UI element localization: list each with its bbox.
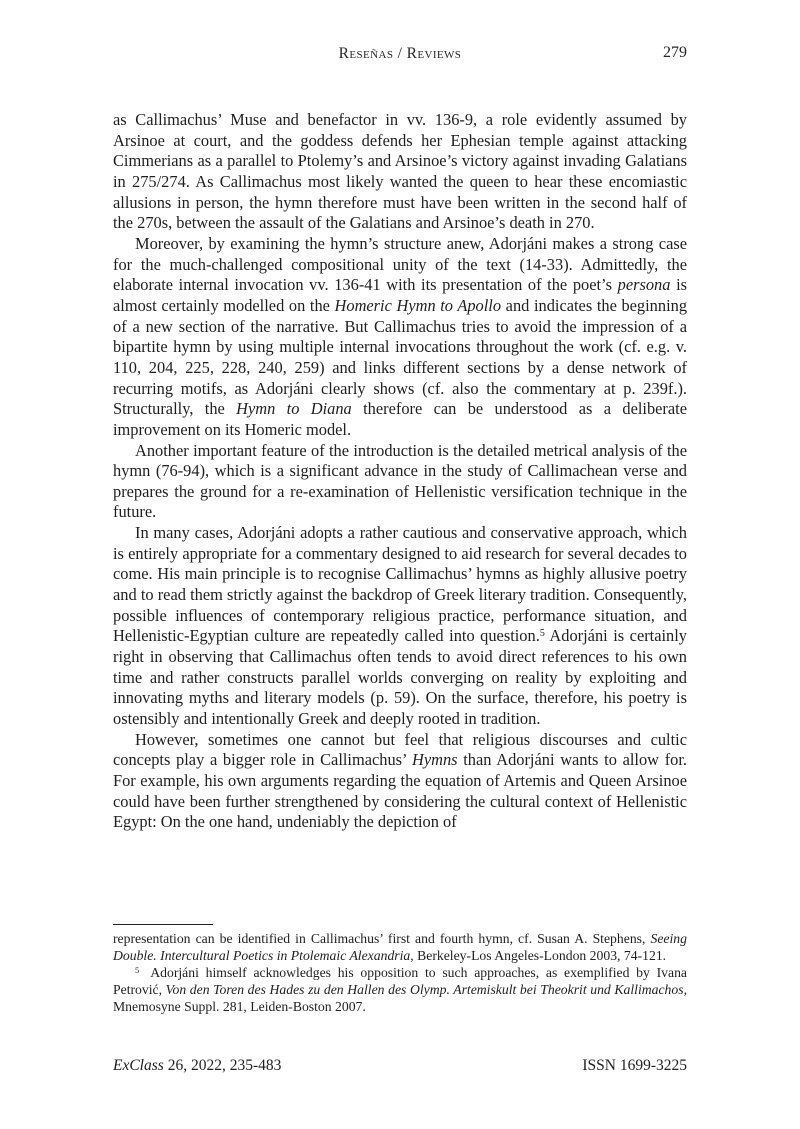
journal-issue: 26, 2022, 235-483 [163,1057,282,1074]
body-paragraph [113,441,687,524]
text-segment: representation can be identified in Callimachus’ first and fourth hymn, cf. Susan A. Stephens, [113,931,651,946]
body-paragraph [113,730,687,833]
issn-label: ISSN 1699-3225 [582,1057,687,1074]
text-segment: , Mnemosyne Suppl. 281, Leiden-Boston 2007. [113,982,687,1014]
text-segment: However, sometimes one cannot but feel that religious discourses and cultic concepts play a bigger role in Callimachus’ [113,729,687,770]
text-segment: is almost certainly modelled on the [113,275,688,315]
text-segment: Seeing Double. Intercultural Poetics in Ptolemaic Alexandria [113,931,687,963]
text-segment: therefore can be understood as a deliberate improvement on its Homeric model. [113,399,687,439]
text-segment: than Adorjáni wants to allow for. For example, his own arguments regarding the equation of Artemis and Queen Arsinoe could have been further strengthened by considering the cultural context of Hellenistic Egypt: On the one hand, undeniably the depiction of [113,750,687,832]
running-head: Reseñas / Reviews [338,45,462,62]
text-segment: Hymns [412,750,458,770]
footnote-marker: 5 [539,628,545,640]
text-segment: and indicates the beginning of a new section of the narrative. But Callimachus tries to avoid the impression of a bipartite hymn by using multiple internal invocations throughout the work (cf. e.g. v. 110, 204, 225, 228, 240, 259) and links different sections by a dense network of recurring motifs, as Adorjáni clearly shows (cf. also the commentary at p. 239f.). Structurally, the [113,295,688,419]
text-segment: as Callimachus’ Muse and benefactor in vv. 136-9, a role evidently assumed by Arsinoe at court, and the goddess defends her Ephesian temple against attacking Cimmerians as a parallel to Ptolemy’s and Arsinoe’s victory against invading Galatians in 275/274. As Callimachus most likely wanted the queen to hear these encomiastic allusions in person, the hymn therefore must have been written in the second half of the 270s, between the assault of the Galatians and Arsinoe’s death in 270. [113,110,687,233]
body-paragraph [113,523,687,730]
footnote-item [113,964,687,1015]
text-segment: , Berkeley-Los Angeles-London 2003, 74-121. [410,948,667,963]
text-segment: Adorjáni himself acknowledges his opposition to such approaches, as exemplified by Ivana Petrović, [113,965,687,997]
page-number: 279 [663,44,687,61]
text-segment: Von den Toren des Hades zu den Hallen des Olymp. Artemiskult bei Theokrit und Kallimachos [165,982,684,997]
footnote-separator [113,924,213,925]
footnote-item [113,930,687,964]
text-segment: persona [617,275,671,295]
text-segment: Another important feature of the introduction is the detailed metrical analysis of the hymn (76-94), which is a significant advance in the study of Callimachean verse and prepares the ground for a re-examination of Hellenistic versification technique in the future. [113,440,687,522]
review-body-text [113,110,687,833]
journal-citation [113,1057,281,1074]
footnote-marker: 5 [135,965,140,975]
journal-title: ExClass [113,1057,164,1074]
page-header [113,45,687,65]
text-segment: Moreover, by examining the hymn’s structure anew, Adorjáni makes a strong case for the much-challenged compositional unity of the text (14-33). Admittedly, the elaborate internal invocation vv. 136-41 with its presentation of the poet’s [113,233,687,295]
body-paragraph [113,110,687,234]
page-footer [113,1057,687,1075]
text-segment: Hymn to Diana [236,399,352,419]
footnotes-block [113,930,687,1015]
text-segment: Homeric Hymn to Apollo [334,295,502,315]
text-segment: Adorjáni is certainly right in observing that Callimachus often tends to avoid direct references to his own time and rather constructs parallel worlds converging on reality by exploiting and innovating myths and literary models (p. 59). On the surface, therefore, his poetry is ostensibly and intentionally Greek and deeply rooted in tradition. [113,626,688,729]
body-paragraph [113,234,687,441]
text-segment: In many cases, Adorjáni adopts a rather cautious and conservative approach, which is entirely appropriate for a commentary designed to aid research for several decades to come. His main principle is to recognise Callimachus’ hymns as highly allusive poetry and to read them strictly against the backdrop of Greek literary tradition. Consequently, possible influences of contemporary religious practice, performance situation, and Hellenistic-Egyptian culture are repeatedly called into question. [113,523,687,646]
